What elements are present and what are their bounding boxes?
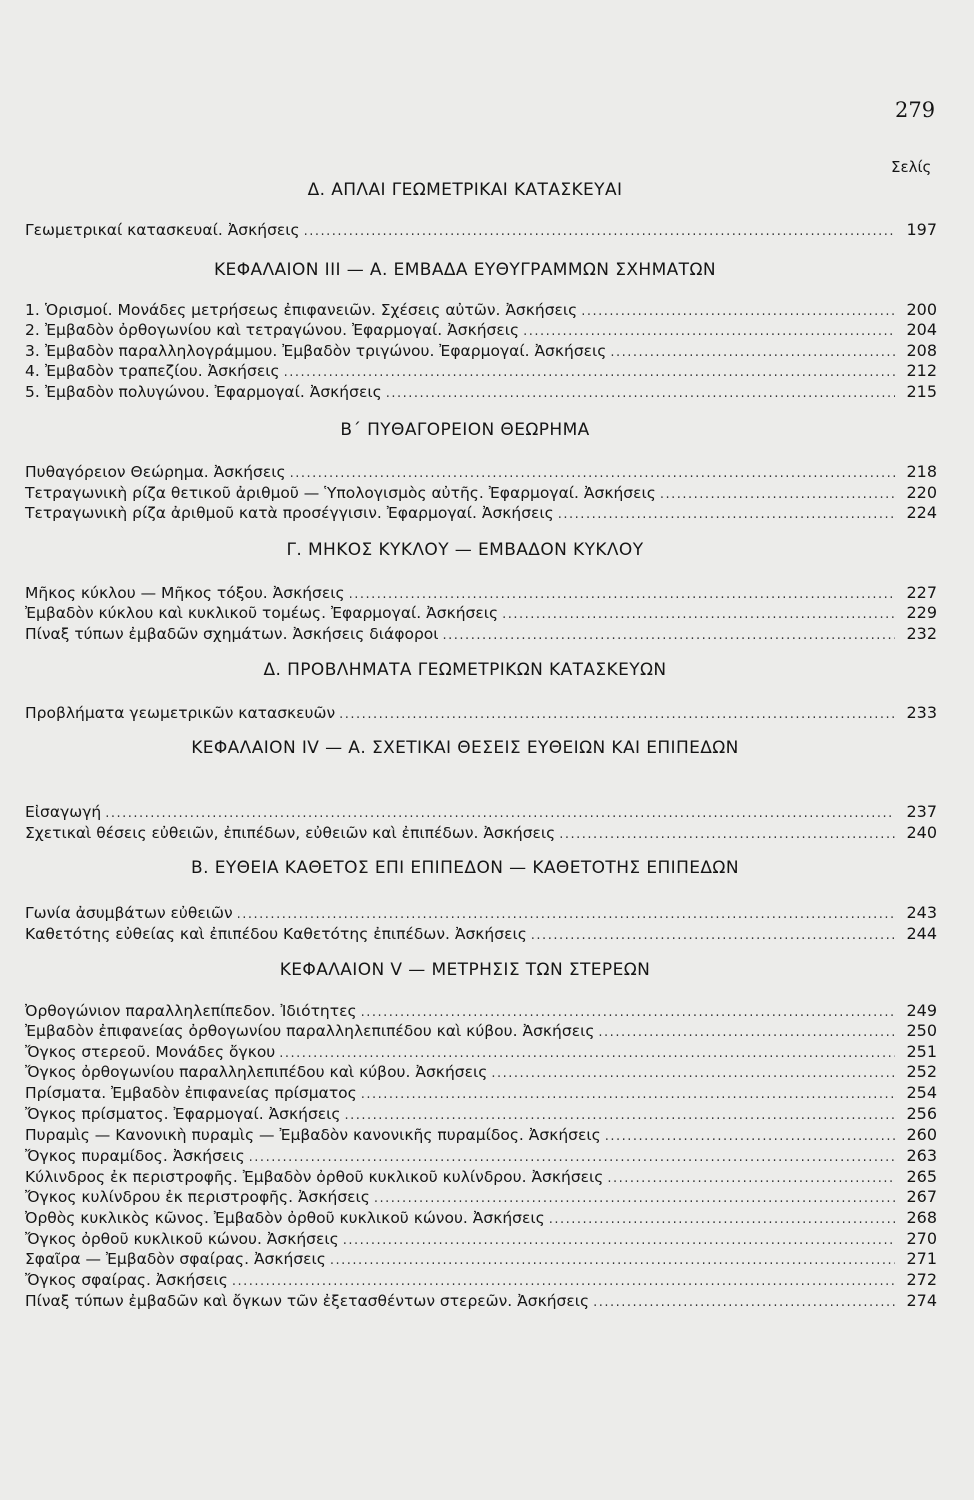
- dot-leader: [605, 1127, 895, 1147]
- entry-title: Ἐμβαδὸν ὀρθογωνίου καὶ τετραγώνου. Ἐφαρμογαί. Ἀσκήσεις: [45, 321, 520, 339]
- section-heading: ΚΕΦΑΛΑΙΟΝ III — Α. ΕΜΒΑΔΑ ΕΥΘΥΓΡΑΜΜΩΝ ΣΧΗΜΑΤΩΝ: [214, 260, 716, 280]
- entry-page-number: 260: [906, 1125, 937, 1144]
- entry-page-number: 220: [906, 483, 937, 502]
- toc-entry: [25, 823, 937, 843]
- dot-leader: [249, 1148, 895, 1168]
- dot-leader: [523, 322, 895, 342]
- entry-page-number: 265: [906, 1167, 937, 1186]
- dot-leader: [581, 302, 895, 322]
- page-number: 279: [895, 98, 936, 122]
- toc-entry: [25, 802, 937, 822]
- entry-page-number: 254: [906, 1083, 937, 1102]
- entry-page-number: 250: [906, 1021, 937, 1040]
- section-heading: Δ. ΑΠΛΑΙ ΓΕΩΜΕΤΡΙΚΑΙ ΚΑΤΑΣΚΕΥΑΙ: [307, 180, 623, 200]
- entry-page-number: 200: [906, 300, 937, 319]
- entry-page-number: 268: [906, 1208, 937, 1227]
- entry-page-number: 229: [906, 603, 937, 622]
- toc-entry: [25, 924, 937, 944]
- section-heading: ΚΕΦΑΛΑΙΟΝ V — ΜΕΤΡΗΣΙΣ ΤΩΝ ΣΤΕΡΕΩΝ: [279, 960, 651, 980]
- entry-page-number: 274: [906, 1291, 937, 1310]
- entry-number: 3.: [25, 342, 40, 360]
- entry-page-number: 240: [906, 823, 937, 842]
- toc-entry: [25, 483, 937, 503]
- dot-leader: [339, 705, 895, 725]
- entry-page-number: 212: [906, 361, 937, 380]
- entry-title: Ὄγκος πυραμίδος. Ἀσκήσεις: [25, 1147, 245, 1165]
- toc-entry: [25, 624, 937, 644]
- toc-entry: [25, 1062, 937, 1082]
- entry-title: Ἐμβαδὸν κύκλου καὶ κυκλικοῦ τομέως. Ἐφαρμογαί. Ἀσκήσεις: [25, 604, 499, 622]
- entry-page-number: 263: [906, 1146, 937, 1165]
- toc-entry: [25, 1187, 937, 1207]
- entry-page-number: 244: [906, 924, 937, 943]
- toc-entry: [25, 703, 937, 723]
- dot-leader: [660, 485, 895, 505]
- toc-entry: [25, 1125, 937, 1145]
- toc-entry: [25, 1208, 937, 1228]
- toc-entry: [25, 462, 937, 482]
- entry-page-number: 208: [906, 341, 937, 360]
- dot-leader: [232, 1272, 895, 1292]
- entry-title: Ἐμβαδὸν τραπεζίου. Ἀσκήσεις: [45, 362, 280, 380]
- toc-entry: [25, 220, 937, 240]
- entry-page-number: 204: [906, 320, 937, 339]
- dot-leader: [559, 825, 895, 845]
- dot-leader: [105, 804, 895, 824]
- entry-title: Ὄγκος πρίσματος. Ἐφαρμογαί. Ἀσκήσεις: [25, 1105, 341, 1123]
- entry-title: Γεωμετρικαί κατασκευαί. Ἀσκήσεις: [25, 221, 300, 239]
- dot-leader: [443, 626, 895, 646]
- entry-title: Καθετότης εὐθείας καὶ ἐπιπέδου Καθετότης ἐπιπέδων. Ἀσκήσεις: [25, 925, 527, 943]
- toc-entry: [25, 1042, 937, 1062]
- section-heading: ΚΕΦΑΛΑΙΟΝ IV — Α. ΣΧΕΤΙΚΑΙ ΘΕΣΕΙΣ ΕΥΘΕΙΩΝ ΚΑΙ ΕΠΙΠΕΔΩΝ: [191, 738, 739, 758]
- toc-entry: [25, 1001, 937, 1021]
- entry-title: Γωνία ἀσυμβάτων εὐθειῶν: [25, 904, 233, 922]
- entry-title: Ὄγκος στερεοῦ. Μονάδες ὄγκου: [25, 1043, 276, 1061]
- toc-entry: [25, 382, 937, 402]
- dot-leader: [386, 384, 895, 404]
- dot-leader: [304, 222, 895, 242]
- dot-leader: [330, 1251, 895, 1271]
- entry-page-number: 270: [906, 1229, 937, 1248]
- entry-page-number: 197: [906, 220, 937, 239]
- dot-leader: [290, 464, 895, 484]
- dot-leader: [343, 1231, 895, 1251]
- entry-page-number: 227: [906, 583, 937, 602]
- entry-page-number: 267: [906, 1187, 937, 1206]
- entry-page-number: 243: [906, 903, 937, 922]
- section-heading: Γ. ΜΗΚΟΣ ΚΥΚΛΟΥ — ΕΜΒΑΔΟΝ ΚΥΚΛΟΥ: [286, 540, 644, 560]
- section-heading: Δ. ΠΡΟΒΛΗΜΑΤΑ ΓΕΩΜΕΤΡΙΚΩΝ ΚΑΤΑΣΚΕΥΩΝ: [263, 660, 667, 680]
- dot-leader: [237, 905, 895, 925]
- toc-entry: [25, 300, 937, 320]
- entry-title: Ὀρθὸς κυκλικὸς κῶνος. Ἐμβαδὸν ὀρθοῦ κυκλικοῦ κώνου. Ἀσκήσεις: [25, 1209, 545, 1227]
- entry-page-number: 233: [906, 703, 937, 722]
- toc-entry: [25, 903, 937, 923]
- entry-page-number: 252: [906, 1062, 937, 1081]
- toc-entry: [25, 583, 937, 603]
- dot-leader: [531, 926, 895, 946]
- entry-title: Πυραμὶς — Κανονικὴ πυραμὶς — Ἐμβαδὸν κανονικῆς πυραμίδος. Ἀσκήσεις: [25, 1126, 601, 1144]
- entry-title: Τετραγωνικὴ ρίζα θετικοῦ ἀριθμοῦ — Ὑπολογισμὸς αὐτῆς. Ἐφαρμογαί. Ἀσκήσεις: [25, 484, 656, 502]
- entry-page-number: 256: [906, 1104, 937, 1123]
- entry-page-number: 272: [906, 1270, 937, 1289]
- toc-entry: [25, 1021, 937, 1041]
- dot-leader: [491, 1064, 895, 1084]
- entry-page-number: 224: [906, 503, 937, 522]
- section-heading: Β. ΕΥΘΕΙΑ ΚΑΘΕΤΟΣ ΕΠΙ ΕΠΙΠΕΔΟΝ — ΚΑΘΕΤΟΤΗΣ ΕΠΙΠΕΔΩΝ: [191, 858, 739, 878]
- entry-title: Ἐμβαδὸν ἐπιφανείας ὀρθογωνίου παραλληλεπιπέδου καὶ κύβου. Ἀσκήσεις: [25, 1022, 595, 1040]
- entry-title: Ὁρισμοί. Μονάδες μετρήσεως ἐπιφανειῶν. Σχέσεις αὐτῶν. Ἀσκήσεις: [45, 301, 578, 319]
- toc-entry: [25, 320, 937, 340]
- entry-title: Πίναξ τύπων ἐμβαδῶν καὶ ὄγκων τῶν ἐξετασθέντων στερεῶν. Ἀσκήσεις: [25, 1292, 590, 1310]
- entry-page-number: 249: [906, 1001, 937, 1020]
- entry-number: 1.: [25, 301, 40, 319]
- dot-leader: [374, 1189, 895, 1209]
- toc-entry: [25, 1167, 937, 1187]
- entry-title: Ὀρθογώνιον παραλληλεπίπεδον. Ἰδιότητες: [25, 1002, 357, 1020]
- entry-number: 5.: [25, 383, 40, 401]
- entry-title: Ἐμβαδὸν παραλληλογράμμου. Ἐμβαδὸν τριγώνου. Ἐφαρμογαί. Ἀσκήσεις: [45, 342, 607, 360]
- toc-entry: [25, 1291, 937, 1311]
- dot-leader: [361, 1003, 895, 1023]
- dot-leader: [279, 1044, 895, 1064]
- entry-title: Τετραγωνικὴ ρίζα ἀριθμοῦ κατὰ προσέγγισιν. Ἐφαρμογαί. Ἀσκήσεις: [25, 504, 554, 522]
- dot-leader: [349, 585, 895, 605]
- toc-entry: [25, 1270, 937, 1290]
- toc-entry: [25, 341, 937, 361]
- entry-title: Πρίσματα. Ἐμβαδὸν ἐπιφανείας πρίσματος: [25, 1084, 357, 1102]
- entry-title: Κύλινδρος ἐκ περιστροφῆς. Ἐμβαδὸν ὀρθοῦ κυκλικοῦ κυλίνδρου. Ἀσκήσεις: [25, 1168, 604, 1186]
- section-heading: Β΄ ΠΥΘΑΓΟΡΕΙΟΝ ΘΕΩΡΗΜΑ: [340, 420, 590, 440]
- dot-leader: [610, 343, 895, 363]
- entry-title: Πυθαγόρειον Θεώρημα. Ἀσκήσεις: [25, 463, 286, 481]
- dot-leader: [558, 505, 895, 525]
- page-column-label: Σελίς: [891, 158, 932, 176]
- entry-title: Ὄγκος ὀρθοῦ κυκλικοῦ κώνου. Ἀσκήσεις: [25, 1230, 339, 1248]
- toc-entry: [25, 1249, 937, 1269]
- dot-leader: [593, 1293, 895, 1313]
- entry-number: 4.: [25, 362, 40, 380]
- dot-leader: [345, 1106, 895, 1126]
- entry-page-number: 218: [906, 462, 937, 481]
- toc-entry: [25, 1083, 937, 1103]
- entry-page-number: 271: [906, 1249, 937, 1268]
- entry-title: Σχετικαὶ θέσεις εὐθειῶν, ἐπιπέδων, εὐθειῶν καὶ ἐπιπέδων. Ἀσκήσεις: [25, 824, 556, 842]
- entry-page-number: 215: [906, 382, 937, 401]
- entry-page-number: 237: [906, 802, 937, 821]
- entry-title: Εἰσαγωγή: [25, 803, 102, 821]
- entry-title: Σφαῖρα — Ἐμβαδὸν σφαίρας. Ἀσκήσεις: [25, 1250, 326, 1268]
- entry-number: 2.: [25, 321, 40, 339]
- entry-title: Ἐμβαδὸν πολυγώνου. Ἐφαρμογαί. Ἀσκήσεις: [45, 383, 382, 401]
- toc-entry: [25, 1104, 937, 1124]
- toc-entry: [25, 1146, 937, 1166]
- dot-leader: [502, 605, 895, 625]
- dot-leader: [607, 1169, 895, 1189]
- toc-entry: [25, 603, 937, 623]
- entry-page-number: 251: [906, 1042, 937, 1061]
- entry-title: Πίναξ τύπων ἐμβαδῶν σχημάτων. Ἀσκήσεις διάφοροι: [25, 625, 439, 643]
- entry-title: Ὄγκος ὀρθογωνίου παραλληλεπιπέδου καὶ κύβου. Ἀσκήσεις: [25, 1063, 488, 1081]
- toc-entry: [25, 1229, 937, 1249]
- entry-title: Μῆκος κύκλου — Μῆκος τόξου. Ἀσκήσεις: [25, 584, 345, 602]
- entry-page-number: 232: [906, 624, 937, 643]
- dot-leader: [284, 363, 895, 383]
- toc-entry: [25, 503, 937, 523]
- toc-entry: [25, 361, 937, 381]
- dot-leader: [549, 1210, 895, 1230]
- entry-title: Προβλήματα γεωμετρικῶν κατασκευῶν: [25, 704, 336, 722]
- dot-leader: [361, 1085, 895, 1105]
- entry-title: Ὄγκος κυλίνδρου ἐκ περιστροφῆς. Ἀσκήσεις: [25, 1188, 370, 1206]
- entry-title: Ὄγκος σφαίρας. Ἀσκήσεις: [25, 1271, 228, 1289]
- dot-leader: [598, 1023, 895, 1043]
